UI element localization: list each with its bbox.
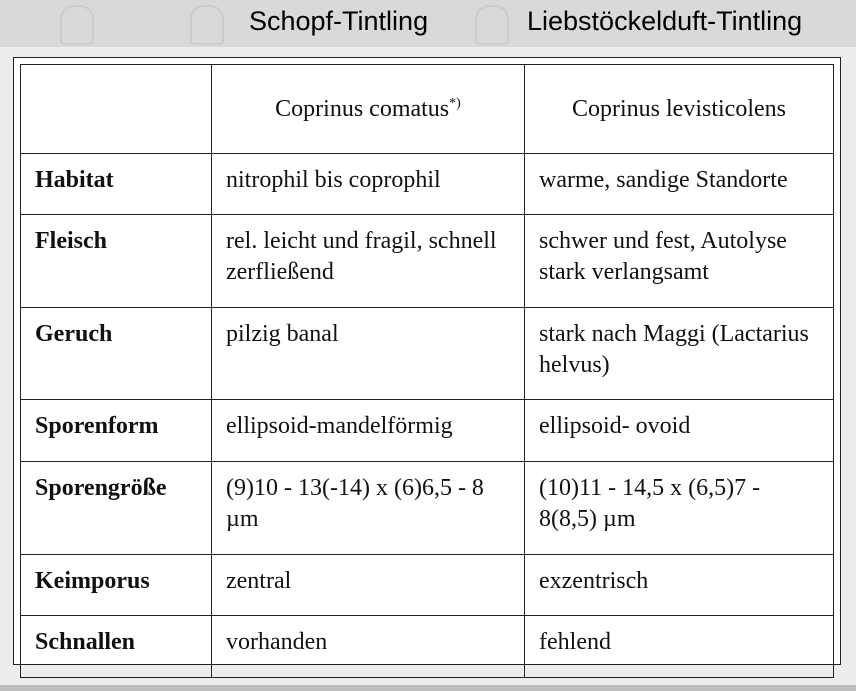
header-title-right: Liebstöckelduft-Tintling [527,6,803,36]
document-scan [0,47,856,691]
cell-comatus: pilzig banal [212,308,525,400]
cell-comatus: nitrophil bis coprophil [212,154,525,215]
row-label: Schnallen [21,616,212,678]
cell-levisticolens: (10)11 - 14,5 x (6,5)7 - 8(8,5) µm [525,462,834,555]
table-row [21,400,834,462]
row-label: Sporengröße [21,462,212,555]
header-title-left: Schopf-Tintling [249,6,429,36]
cell-comatus: zentral [212,555,525,616]
cell-levisticolens: fehlend [525,616,834,678]
header-bar [0,0,856,47]
table-frame [13,57,841,665]
watermark-mushroom-icon [475,5,509,45]
table-row [21,462,834,555]
table-header-row [21,65,834,154]
column-header-levisticolens: Coprinus levisticolens [525,65,834,154]
cell-levisticolens: stark nach Maggi (Lactarius helvus) [525,308,834,400]
table-row [21,154,834,215]
cell-comatus: vorhanden [212,616,525,678]
bottom-edge [0,685,856,691]
cell-levisticolens: ellipsoid- ovoid [525,400,834,462]
footnote-mark: *) [449,95,461,111]
watermark-mushroom-icon [190,5,224,45]
row-label: Habitat [21,154,212,215]
table-row [21,308,834,400]
table-row [21,616,834,678]
row-label: Fleisch [21,215,212,308]
cell-comatus: rel. leicht und fragil, schnell zerfließend [212,215,525,308]
row-label: Geruch [21,308,212,400]
row-label: Keimporus [21,555,212,616]
row-label: Sporenform [21,400,212,462]
cell-levisticolens: exzentrisch [525,555,834,616]
cell-comatus: ellipsoid-mandelförmig [212,400,525,462]
table-row [21,555,834,616]
column-header-comatus [212,65,525,154]
comparison-table [20,64,834,678]
watermark-mushroom-icon [60,5,94,45]
column-header-comatus-text: Coprinus comatus [275,95,450,122]
cell-levisticolens: schwer und fest, Autolyse stark verlangsamt [525,215,834,308]
table-row [21,215,834,308]
corner-cell [21,65,212,154]
cell-comatus: (9)10 - 13(-14) x (6)6,5 - 8 µm [212,462,525,555]
cell-levisticolens: warme, sandige Standorte [525,154,834,215]
